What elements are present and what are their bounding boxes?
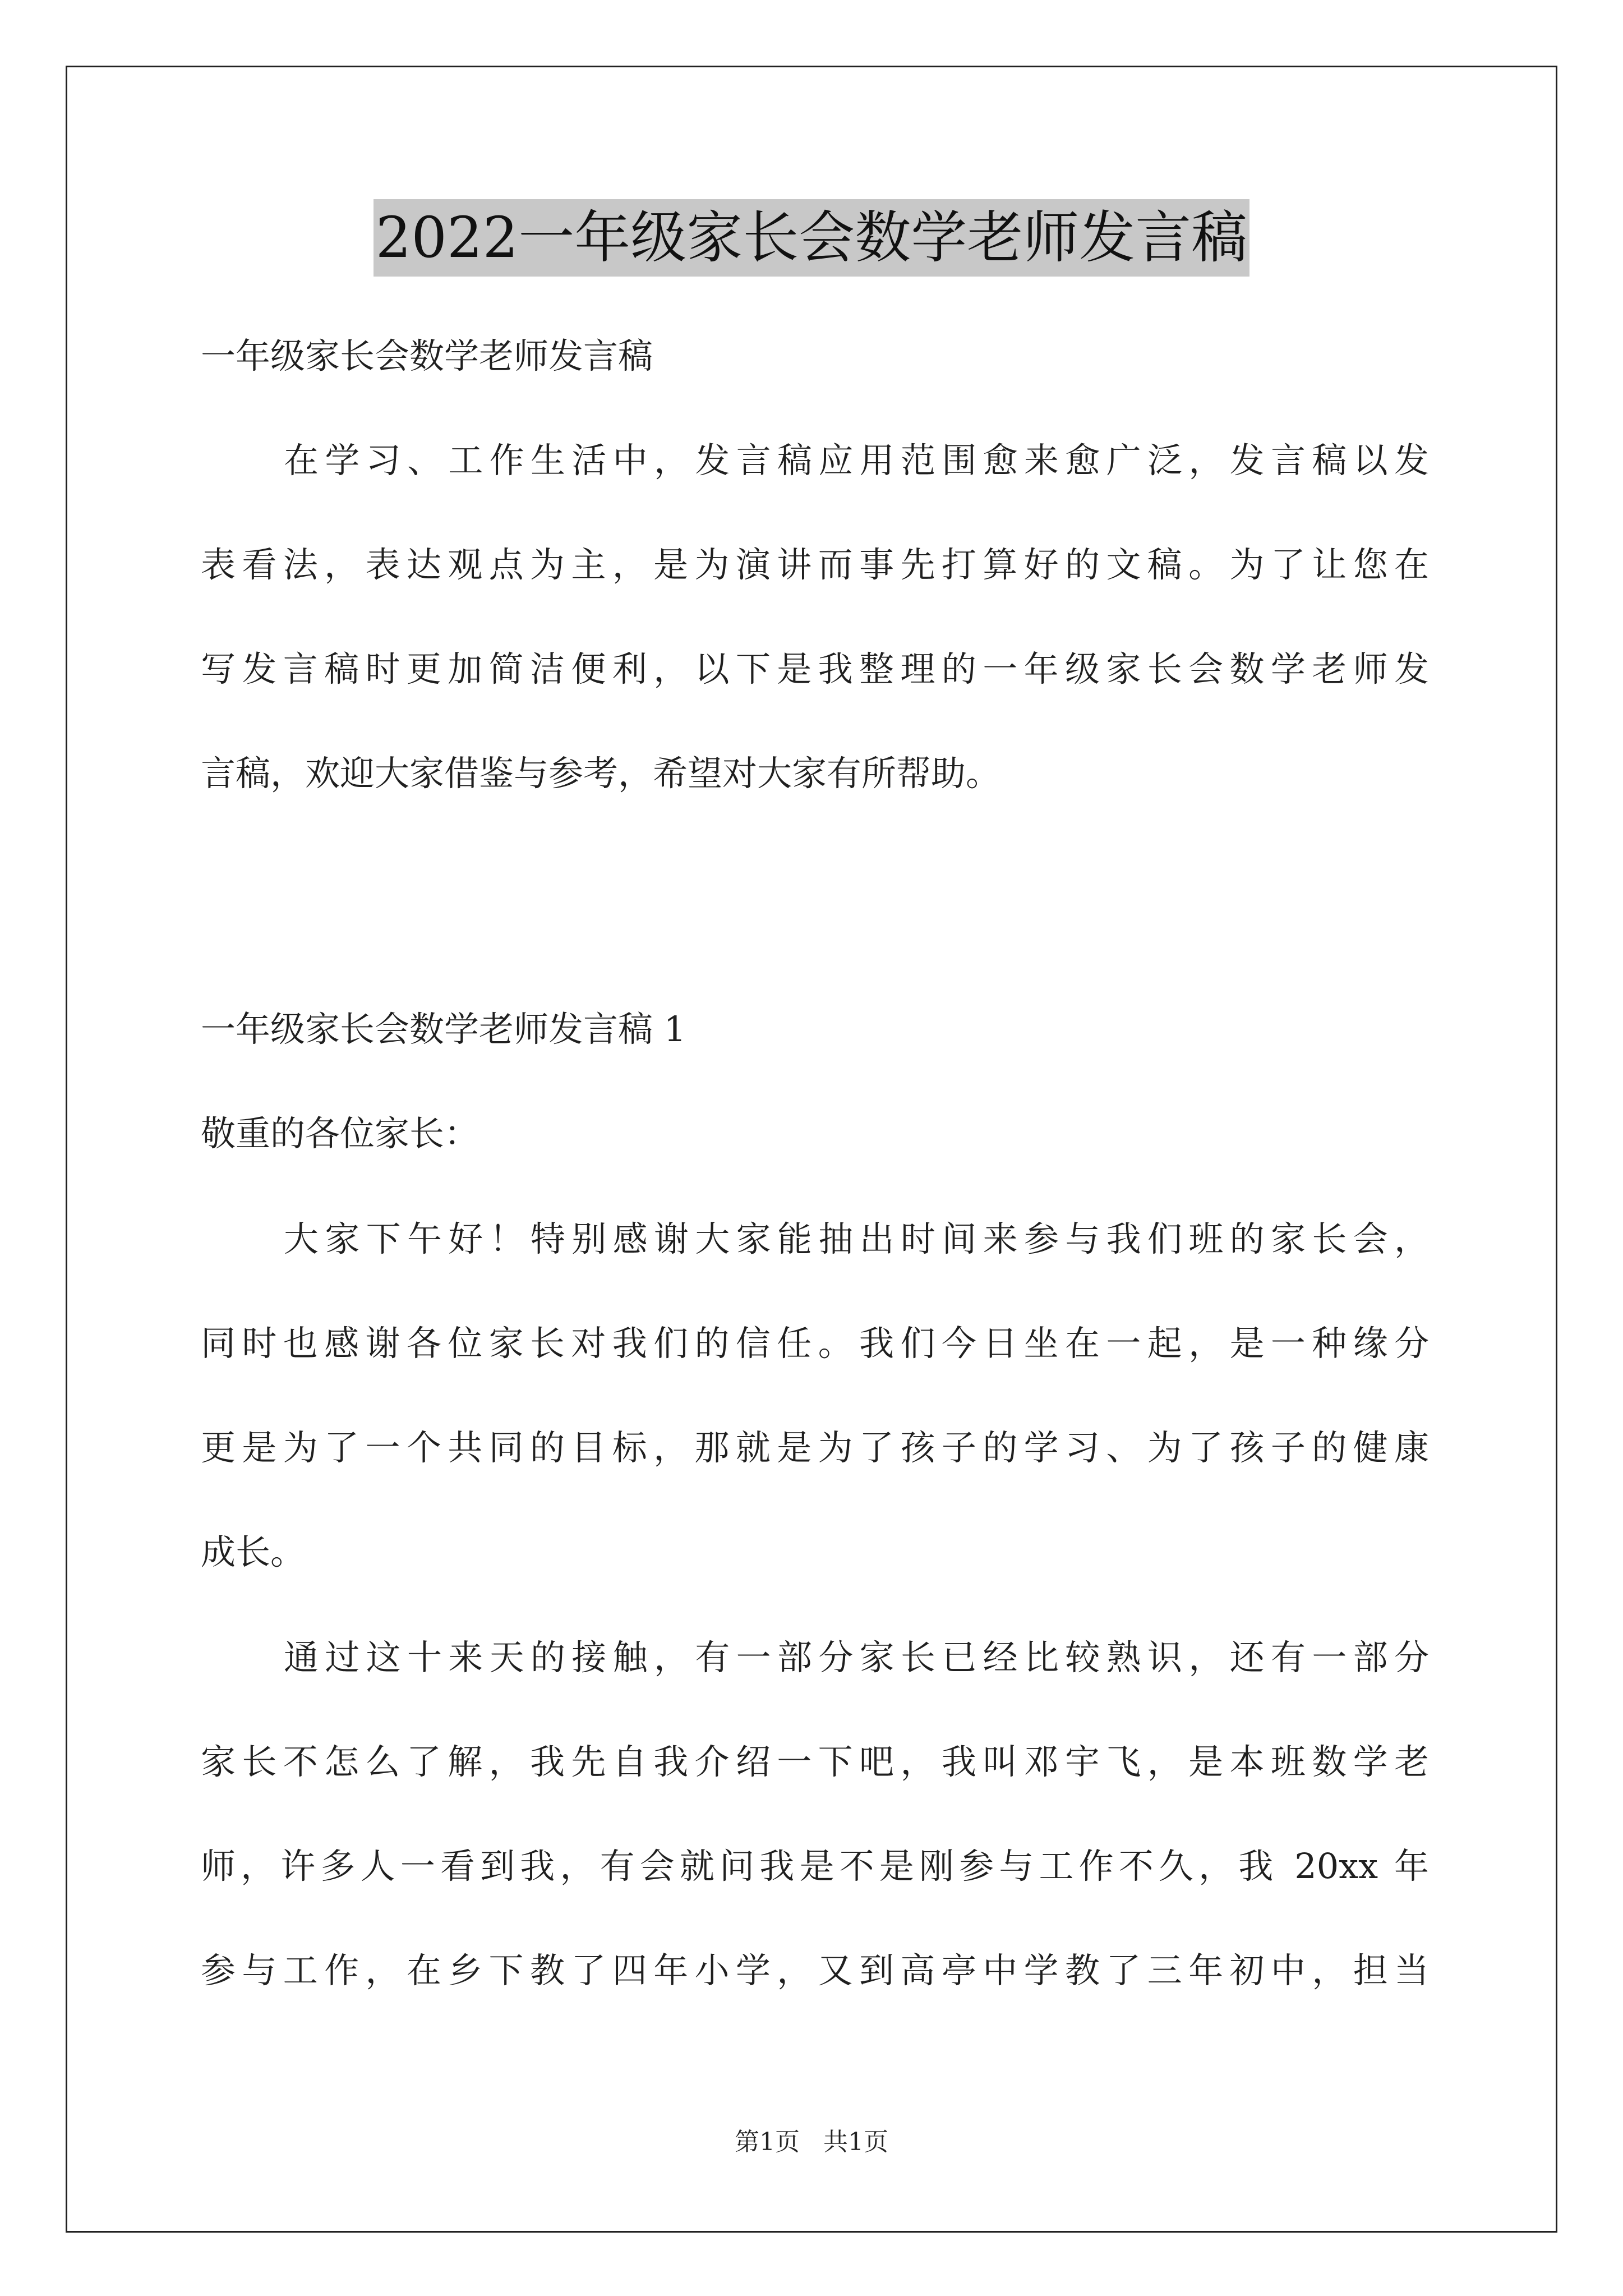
paragraph-line: 更是为了一个共同的目标，那就是为了孩子的学习、为了孩子的健康 [201, 1427, 1429, 1468]
section-heading: 一年级家长会数学老师发言稿 1 [201, 1009, 686, 1050]
intro-line: 在学习、工作生活中，发言稿应用范围愈来愈广泛，发言稿以发 [284, 440, 1429, 481]
paragraph-line: 家长不怎么了解，我先自我介绍一下吧，我叫邓宇飞，是本班数学老 [201, 1741, 1429, 1782]
document-title: 2022一年级家长会数学老师发言稿 [374, 199, 1250, 277]
salutation: 敬重的各位家长： [201, 1113, 479, 1154]
intro-line: 表看法，表达观点为主，是为演讲而事先打算好的文稿。为了让您在 [201, 544, 1429, 585]
paragraph-line: 大家下午好！特别感谢大家能抽出时间来参与我们班的家长会， [284, 1218, 1429, 1259]
intro-line: 写发言稿时更加简洁便利，以下是我整理的一年级家长会数学老师发 [201, 648, 1429, 689]
page-number: 第1页 [735, 2128, 800, 2156]
paragraph-line: 同时也感谢各位家长对我们的信任。我们今日坐在一起，是一种缘分 [201, 1323, 1429, 1364]
intro-line: 言稿，欢迎大家借鉴与参考，希望对大家有所帮助。 [201, 753, 1001, 794]
paragraph-line: 成长。 [201, 1531, 306, 1572]
document-subtitle: 一年级家长会数学老师发言稿 [201, 335, 653, 376]
page-total: 共1页 [823, 2128, 888, 2156]
paragraph-line: 通过这十来天的接触，有一部分家长已经比较熟识，还有一部分 [284, 1637, 1429, 1678]
title-container [0, 199, 1623, 277]
page-footer [0, 2125, 1623, 2159]
paragraph-line: 参与工作，在乡下教了四年小学，又到高亭中学教了三年初中，担当 [201, 1950, 1429, 1991]
paragraph-line: 师，许多人一看到我，有会就问我是不是刚参与工作不久，我 20xx 年 [201, 1846, 1429, 1887]
